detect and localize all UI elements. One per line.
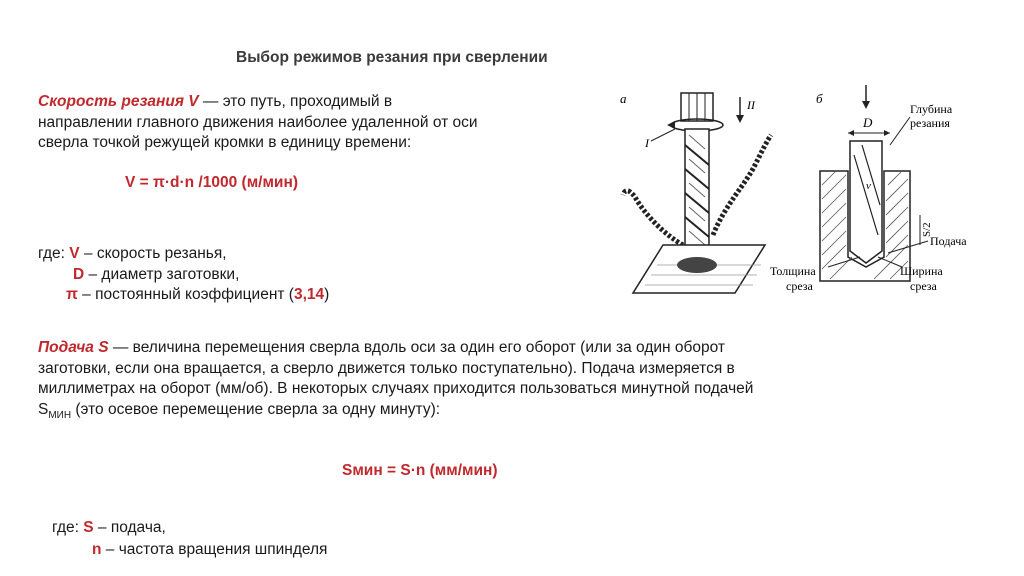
drill-figure-a	[605, 85, 780, 300]
label-II: II	[747, 98, 755, 112]
feed-formula: Sмин = S·n (мм/мин)	[342, 462, 498, 479]
speed-where-label: где:	[38, 245, 70, 262]
feed-def-line4: (это осевое перемещение сверла за одну минуту):	[71, 400, 441, 418]
smin-symbol: S	[38, 400, 49, 418]
label-I: I	[645, 136, 649, 150]
speed-def-line1: — это путь, проходимый в	[198, 93, 393, 110]
label-v: v	[866, 180, 871, 192]
feed-term: Подача S	[38, 339, 109, 356]
feed-where	[52, 517, 327, 561]
var-d-desc: – диаметр заготовки,	[84, 265, 240, 283]
feed-where-label: где:	[52, 519, 84, 536]
var-pi-desc: – постоянный коэффициент (	[77, 286, 294, 303]
var-d: D	[73, 265, 85, 283]
width-label-1: Ширина	[900, 264, 943, 278]
page-title: Выбор режимов резания при сверлении	[236, 49, 548, 66]
label-a: а	[620, 91, 627, 106]
feed-def-line2: заготовки, если она вращается, а сверло движется только поступательно). Подача измеряется в	[38, 359, 735, 377]
speed-definition	[38, 92, 598, 154]
width-label-2: среза	[910, 279, 937, 293]
feed-label: Подача	[930, 234, 967, 248]
drill-figure-b	[770, 85, 1015, 310]
var-n-desc: – частота вращения шпинделя	[101, 541, 328, 558]
feed-definition	[38, 338, 998, 426]
label-b: б	[816, 91, 823, 106]
speed-def-line2: направлении главного движения наиболее удаленной от оси	[38, 113, 478, 131]
var-v-desc: – скорость резанья,	[79, 245, 227, 262]
var-s: S	[83, 519, 94, 536]
var-pi-value: 3,14	[293, 286, 325, 303]
var-n: n	[92, 541, 102, 558]
var-pi-close: )	[324, 286, 330, 303]
feed-def-line3: миллиметрах на оборот (мм/об). В некоторых случаях приходится пользоваться минутной подачей	[38, 380, 754, 397]
speed-formula: V = π·d·n /1000 (м/мин)	[125, 174, 298, 191]
depth-label-1: Глубина	[910, 102, 953, 116]
drill-hole	[677, 257, 717, 273]
speed-where	[38, 244, 329, 306]
chip-left	[623, 191, 683, 245]
var-pi: π	[66, 286, 78, 303]
depth-label-2: резания	[910, 116, 950, 130]
smin-subscript: МИН	[48, 409, 72, 421]
chip-right	[713, 135, 771, 235]
feed-def-line1: — величина перемещения сверла вдоль оси за один его оборот (или за один оборот	[108, 339, 726, 356]
label-s2: S/2	[921, 222, 933, 237]
label-D: D	[863, 115, 873, 130]
speed-def-line3: сверла точкой режущей кромки в единицу времени:	[38, 134, 412, 151]
var-s-desc: – подача,	[93, 519, 166, 536]
thickness-label-1: Толщина	[770, 264, 816, 278]
speed-term: Скорость резания V	[38, 93, 199, 110]
thickness-label-2: среза	[786, 279, 813, 293]
var-v: V	[69, 245, 80, 262]
